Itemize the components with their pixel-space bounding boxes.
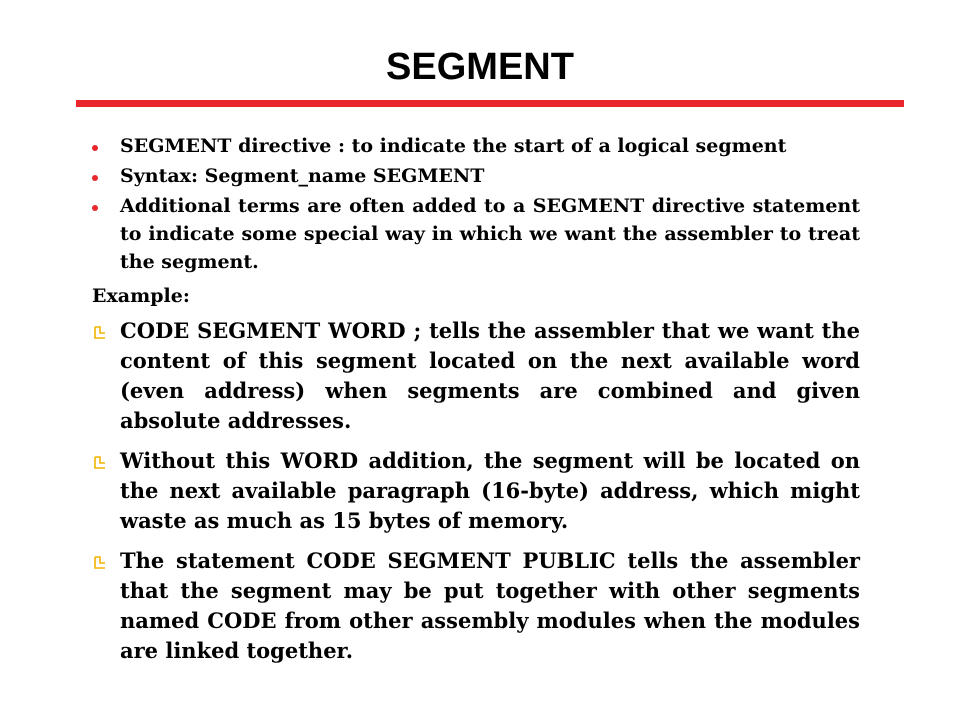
example-item-text: The statement CODE SEGMENT PUBLIC tells the assembler that the segment may be put together with other segments named CODE from other assembly modules when the modules are linked together. (120, 548, 860, 663)
bullet-text: Additional terms are often added to a SEGMENT directive statement to indicate some special way in which we want the assembler to treat the segment. (120, 195, 860, 273)
bullet-dot-icon (92, 145, 98, 151)
example-item (92, 446, 860, 536)
bullet-item (92, 162, 860, 190)
bullet-item (92, 192, 860, 276)
bullet-text: SEGMENT directive : to indicate the start of a logical segment (120, 135, 787, 157)
hollow-square-bullet-icon (93, 454, 107, 470)
example-label: Example: (92, 285, 190, 307)
hollow-square-bullet-icon (93, 554, 107, 570)
title-underline-rule (76, 100, 904, 107)
slide-body (92, 132, 860, 676)
hollow-square-bullet-icon (93, 324, 107, 340)
slide-title: SEGMENT (386, 46, 574, 88)
bullet-item (92, 132, 860, 160)
example-item-text: Without this WORD addition, the segment will be located on the next available paragraph (16-byte) address, which might waste as much as 15 bytes of memory. (120, 448, 860, 533)
example-item (92, 546, 860, 666)
bullet-dot-icon (92, 205, 98, 211)
bullet-dot-icon (92, 175, 98, 181)
example-item-text: CODE SEGMENT WORD ; tells the assembler that we want the content of this segment located on the next available word (even address) when segments are combined and given absolute addresses. (120, 318, 860, 433)
example-item (92, 316, 860, 436)
bullet-text: Syntax: Segment_name SEGMENT (120, 165, 485, 187)
